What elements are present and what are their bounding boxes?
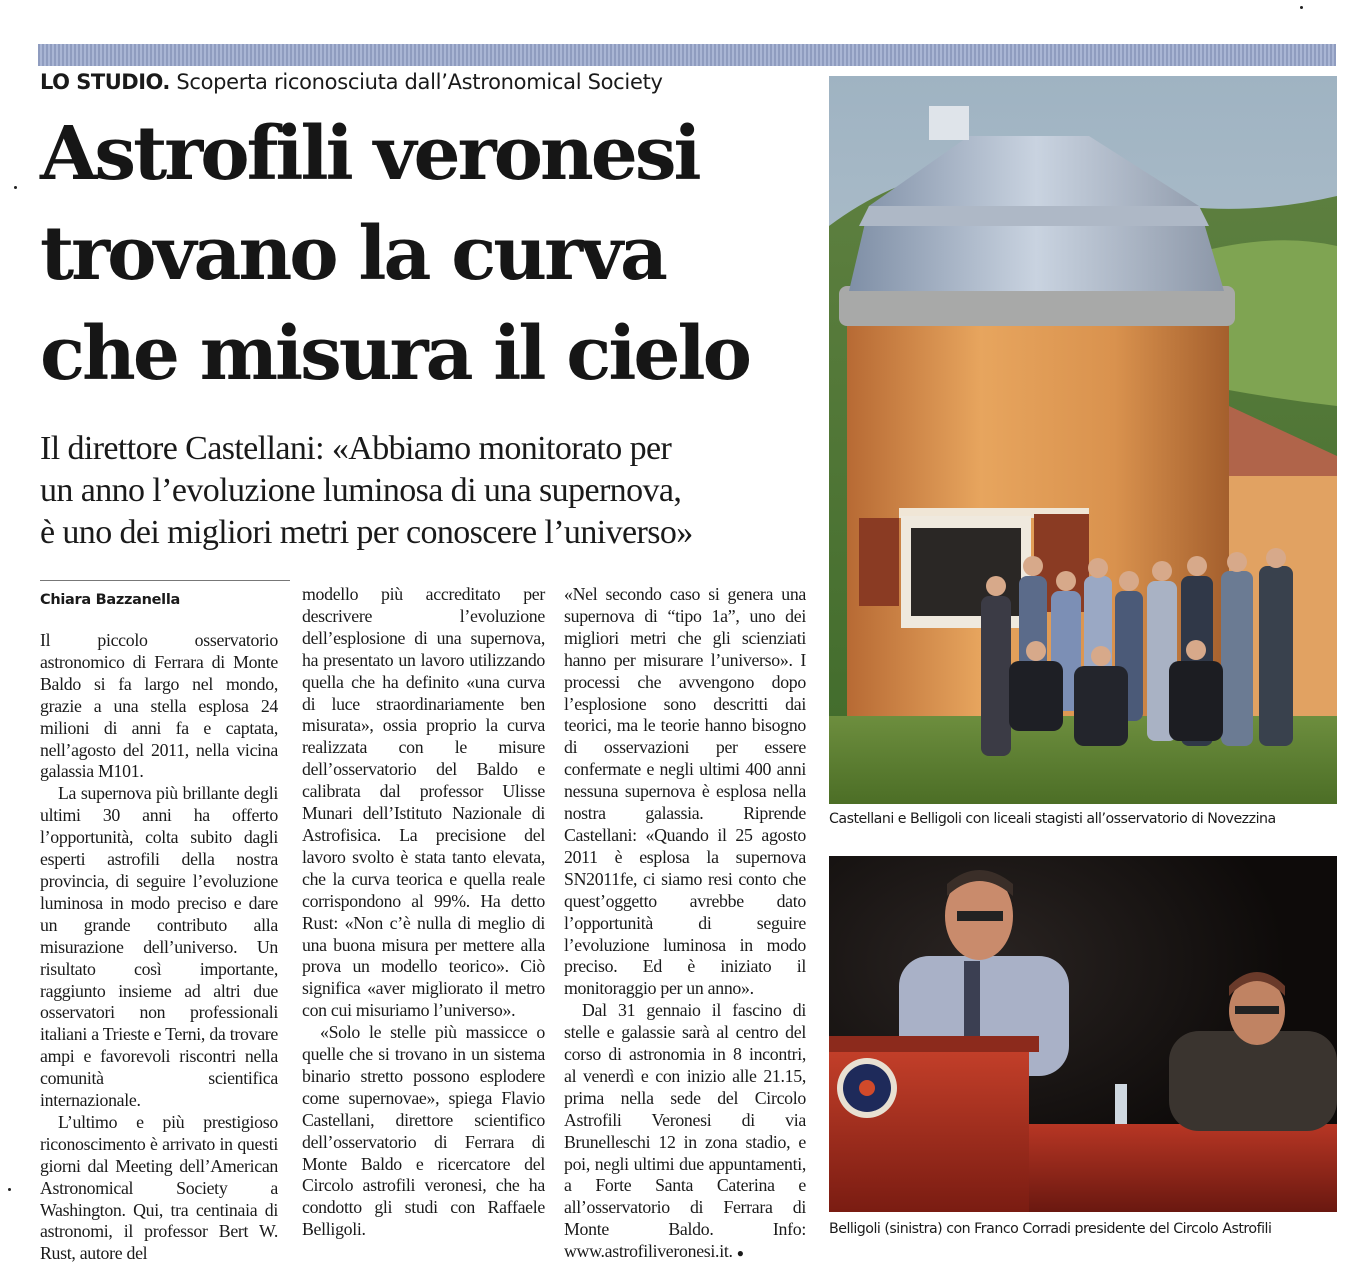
- end-mark: ●: [736, 1246, 744, 1261]
- section-banner: [38, 44, 1336, 66]
- paragraph: modello più accreditato per descrivere l’evoluzione dell’esplosione di una supernova, ha presentato un lavoro utilizzando quella che ha definito «una curva di luce straordinariamente ben misurata», ossia proprio la curva realizzata con le misure dell’osservatorio del Baldo e calibrata dal professor Ulisse Munari dell’Istituto Nazionale di Astrofisica. La precisione del lavoro svolto è stata tanto elevata, che la curva teorica e quella reale corrispondono al 99%. Ha detto Rust: «Non c’è nulla di meglio di una buona misura per mettere alla prova un modello teorico». Ciò significa «aver migliorato il metro con cui misuriamo l’universo».: [302, 584, 545, 1021]
- article-column-3: [564, 584, 806, 1265]
- scan-speck: [8, 1188, 11, 1191]
- article-column-2: [302, 584, 545, 1241]
- kicker-label: LO STUDIO.: [40, 70, 170, 94]
- conference-photo: [829, 856, 1337, 1212]
- observatory-photo: [829, 76, 1337, 804]
- subhead-line: Il direttore Castellani: «Abbiamo monitorato per: [40, 430, 672, 467]
- paragraph: L’ultimo e più prestigioso riconoscimento è arrivato in questi giorni dal Meeting dell’American Astronomical Society a Washington. Qui, tra centinaia di astronomi, il professor Bert W. Rust, autore del: [40, 1111, 278, 1264]
- paragraph: Il piccolo osservatorio astronomico di Ferrara di Monte Baldo si fa largo nel mondo, grazie a una stella esplosa 24 milioni di anni fa e captata, nell’agosto del 2011, nella vicina galassia M101.: [40, 630, 278, 782]
- subhead-line: è uno dei migliori metri per conoscere l’universo»: [40, 514, 693, 551]
- photo-caption: Castellani e Belligoli con liceali stagisti all’osservatorio di Novezzina: [829, 811, 1276, 827]
- byline-rule: [40, 580, 290, 581]
- headline: [40, 104, 820, 404]
- subhead-line: un anno l’evoluzione luminosa di una supernova,: [40, 472, 682, 509]
- headline-line: trovano la curva: [40, 211, 666, 297]
- paragraph: «Solo le stelle più massicce o quelle che si trovano in un sistema binario stretto possono esplodere come supernovae», spiega Flavio Castellani, direttore scientifico dell’osservatorio di Ferrara di Monte Baldo e ricercatore del Circolo astrofili veronesi, che ha condotto gli studi con Raffaele Belligoli.: [302, 1022, 545, 1240]
- headline-line: che misura il cielo: [40, 311, 749, 397]
- headline-line: Astrofili veronesi: [40, 111, 699, 197]
- photo-caption: Belligoli (sinistra) con Franco Corradi presidente del Circolo Astrofili: [829, 1221, 1272, 1237]
- article-column-1: [40, 630, 278, 1265]
- kicker: [40, 70, 820, 94]
- paragraph: «Nel secondo caso si genera una supernova di “tipo 1a”, uno dei migliori metri che gli scienziati hanno per misurare l’universo». I processi che avvengono dopo l’esplosione sono descritti dai teorici, ma le teorie hanno bisogno di osservazioni per essere confermate e negli ultimi 400 anni nessuna supernova è esplosa nella nostra galassia. Riprende Castellani: «Quando il 25 agosto 2011 è esplosa la supernova SN2011fe, ci siamo resi conto che quest’oggetto avrebbe dato l’opportunità di seguire l’evoluzione luminosa in modo preciso. Ed è iniziato il monitoraggio per un anno».: [564, 584, 806, 999]
- conference-photo-image: [829, 856, 1337, 1212]
- subheadline: [40, 428, 820, 554]
- paragraph: La supernova più brillante degli ultimi 30 anni ha offerto l’opportunità, colta subito dagli esperti astrofili della nostra provincia, di seguire l’evoluzione luminosa in modo preciso e dare un grande contributo alla misurazione dell’universo. Un risultato così importante, raggiunto insieme ad altri due osservatori non professionali italiani a Trieste e Terni, da trovare ampi e favorevoli riscontri nella comunità scientifica internazionale.: [40, 783, 278, 1111]
- observatory-photo-image: [829, 76, 1337, 804]
- scan-speck: [14, 186, 17, 189]
- byline: Chiara Bazzanella: [40, 592, 180, 608]
- paragraph: Dal 31 gennaio il fascino di stelle e galassie sarà al centro del corso di astronomia in 8 incontri, al venerdì e con inizio alle 21.15, prima nella sede del Circolo Astrofili Veronesi di via Brunelleschi 12 in zona stadio, e poi, negli ultimi due appuntamenti, a Forte Santa Caterina e all’osservatorio di Ferrara di Monte Baldo. Info: www.astrofiliveronesi.it. ●: [564, 1000, 806, 1262]
- scan-speck: [1300, 6, 1303, 9]
- kicker-text: Scoperta riconosciuta dall’Astronomical Society: [176, 70, 663, 94]
